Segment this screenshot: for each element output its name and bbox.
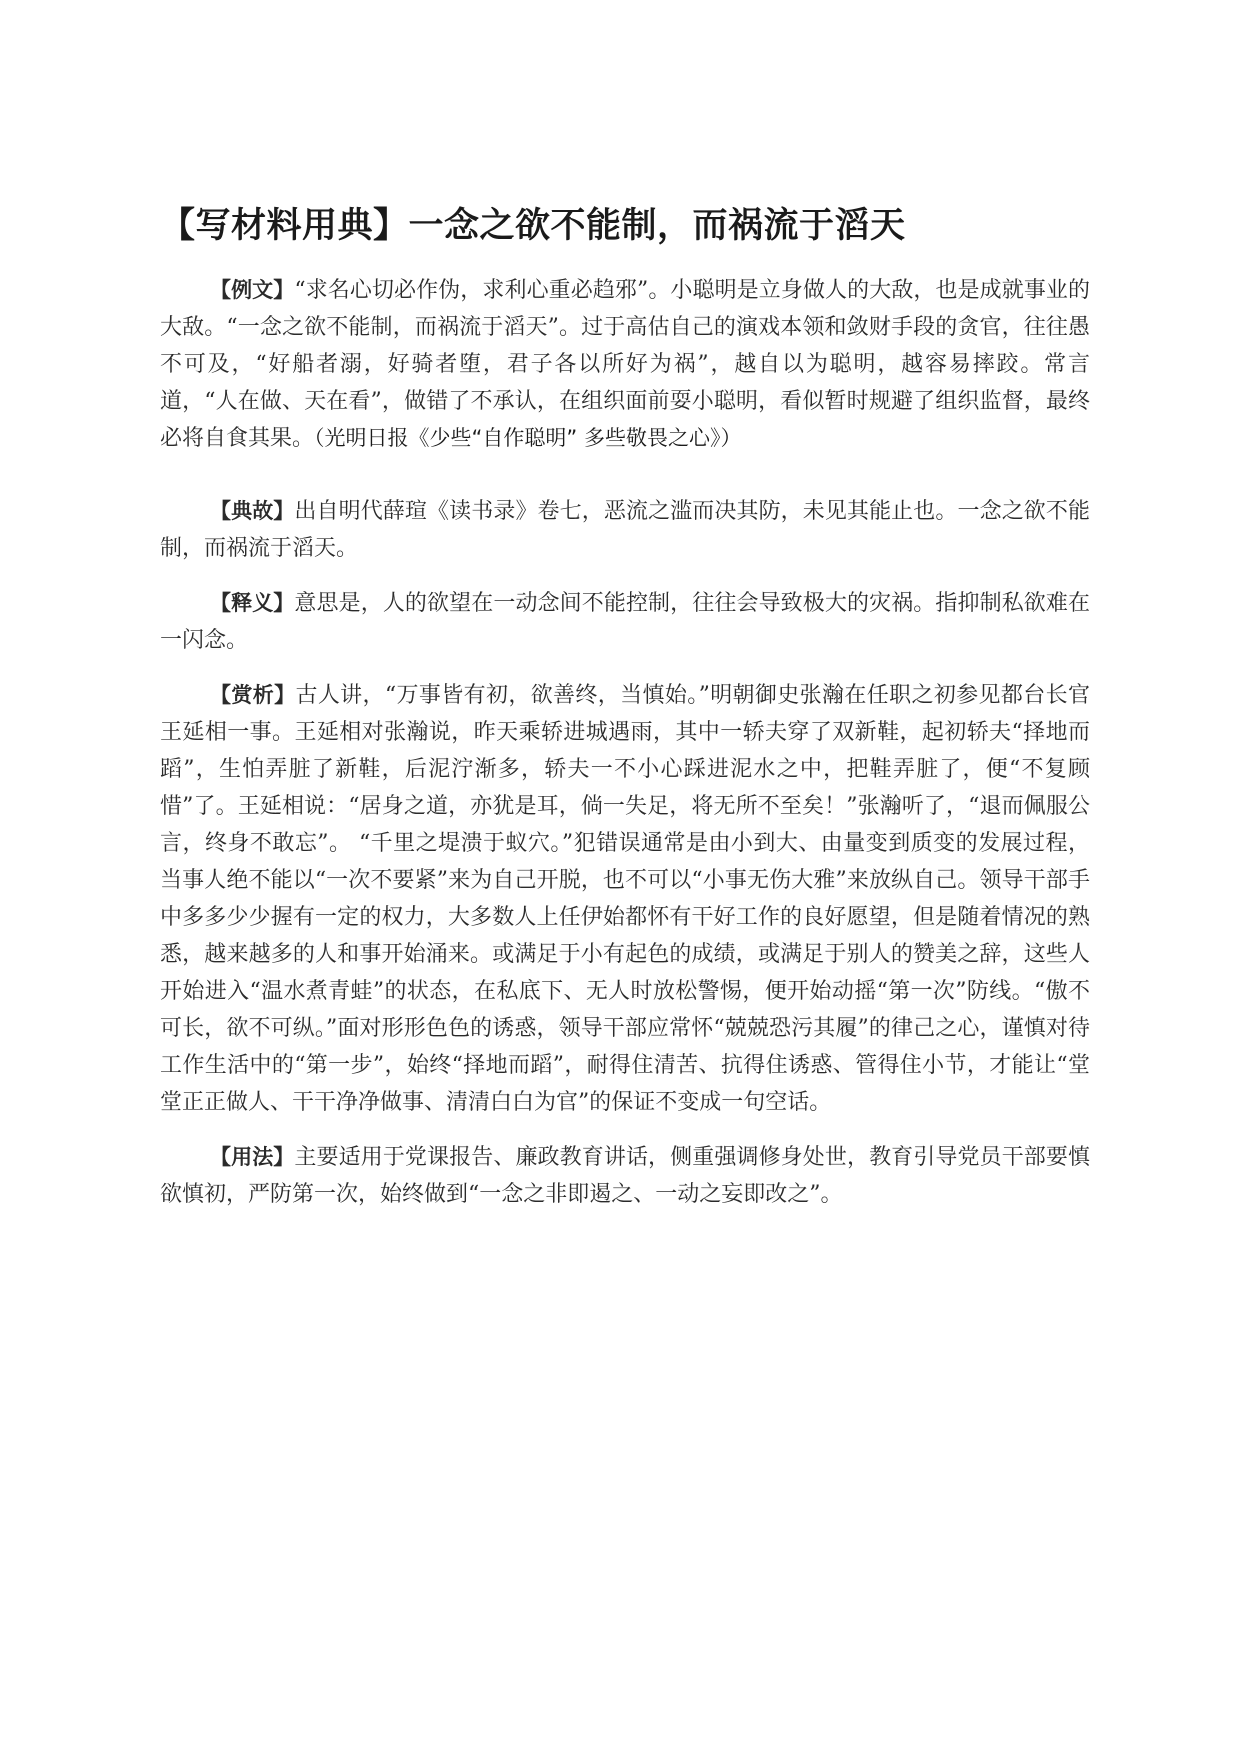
meaning-text: 意思是，人的欲望在一动念间不能控制，往往会导致极大的灾祸。指抑制私欲难在一闪念。 bbox=[160, 591, 1091, 653]
document-page bbox=[160, 198, 1090, 1213]
usage-text: 主要适用于党课报告、廉政教育讲话，侧重强调修身处世，教育引导党员干部要慎欲慎初，严防第一次，始终做到“一念之非即遏之、一动之妄即改之”。 bbox=[160, 1145, 1091, 1207]
allusion-tag: 【典故】 bbox=[210, 499, 295, 523]
example-source: （光明日报《少些“自作聪明” 多些敬畏之心》） bbox=[314, 426, 742, 450]
analysis-text: 古人讲，“万事皆有初，欲善终，当慎始。”明朝御史张瀚在任职之初参见都台长官王延相一事。王延相对张瀚说，昨天乘轿进城遇雨，其中一轿夫穿了双新鞋，起初轿夫“择地而蹈”，生怕弄脏了新鞋，后泥泞渐多，轿夫一不小心踩进泥水之中，把鞋弄脏了，便“不复顾惜”了。王延相说：“居身之道，亦犹是耳，倘一失足，将无所不至矣！”张瀚听了，“退而佩服公言，终身不敢忘”。 “千里之堤溃于蚁穴。”犯错误通常是由小到大、由量变到质变的发展过程，当事人绝不能以“一次不要紧”来为自己开脱，也不可以“小事无伤大雅”来放纵自己。领导干部手中多多少少握有一定的权力，大多数人上任伊始都怀有干好工作的良好愿望，但是随着情况的熟悉，越来越多的人和事开始涌来。或满足于小有起色的成绩，或满足于别人的赞美之辞，这些人开始进入“温水煮青蛙”的状态，在私底下、无人时放松警惕，便开始动摇“第一次”防线。“傲不可长，欲不可纵。”面对形形色色的诱惑，领导干部应常怀“兢兢恐污其履”的律己之心，谨慎对待工作生活中的“第一步”，始终“择地而蹈”，耐得住清苦、抗得住诱惑、管得住小节，才能让“堂堂正正做人、干干净净做事、清清白白为官”的保证不变成一句空话。 bbox=[160, 683, 1090, 1115]
meaning-tag: 【释义】 bbox=[210, 591, 295, 615]
example-text: “求名心切必作伪，求利心重必趋邪”。小聪明是立身做人的大敌，也是成就事业的大敌。“一念之欲不能制，而祸流于滔天”。过于高估自己的演戏本领和敛财手段的贪官，往往愚不可及，“好船者溺，好骑者堕，君子各以所好为祸”，越自以为聪明，越容易摔跤。常言道，“人在做、天在看”，做错了不承认，在组织面前耍小聪明，看似暂时规避了组织监督，最终必将自食其果。 bbox=[160, 278, 1091, 451]
usage-paragraph bbox=[160, 1139, 1090, 1213]
allusion-text: 出自明代薛瑄《读书录》卷七，恶流之滥而决其防，未见其能止也。一念之欲不能制，而祸流于滔天。 bbox=[160, 499, 1091, 561]
document-title: 【写材料用典】一念之欲不能制，而祸流于滔天 bbox=[160, 206, 906, 246]
example-paragraph bbox=[160, 272, 1090, 457]
analysis-paragraph bbox=[160, 677, 1090, 1121]
meaning-paragraph bbox=[160, 585, 1090, 659]
usage-tag: 【用法】 bbox=[210, 1145, 295, 1169]
allusion-paragraph bbox=[160, 493, 1090, 567]
analysis-tag: 【赏析】 bbox=[210, 683, 296, 707]
example-tag: 【例文】 bbox=[210, 278, 295, 302]
